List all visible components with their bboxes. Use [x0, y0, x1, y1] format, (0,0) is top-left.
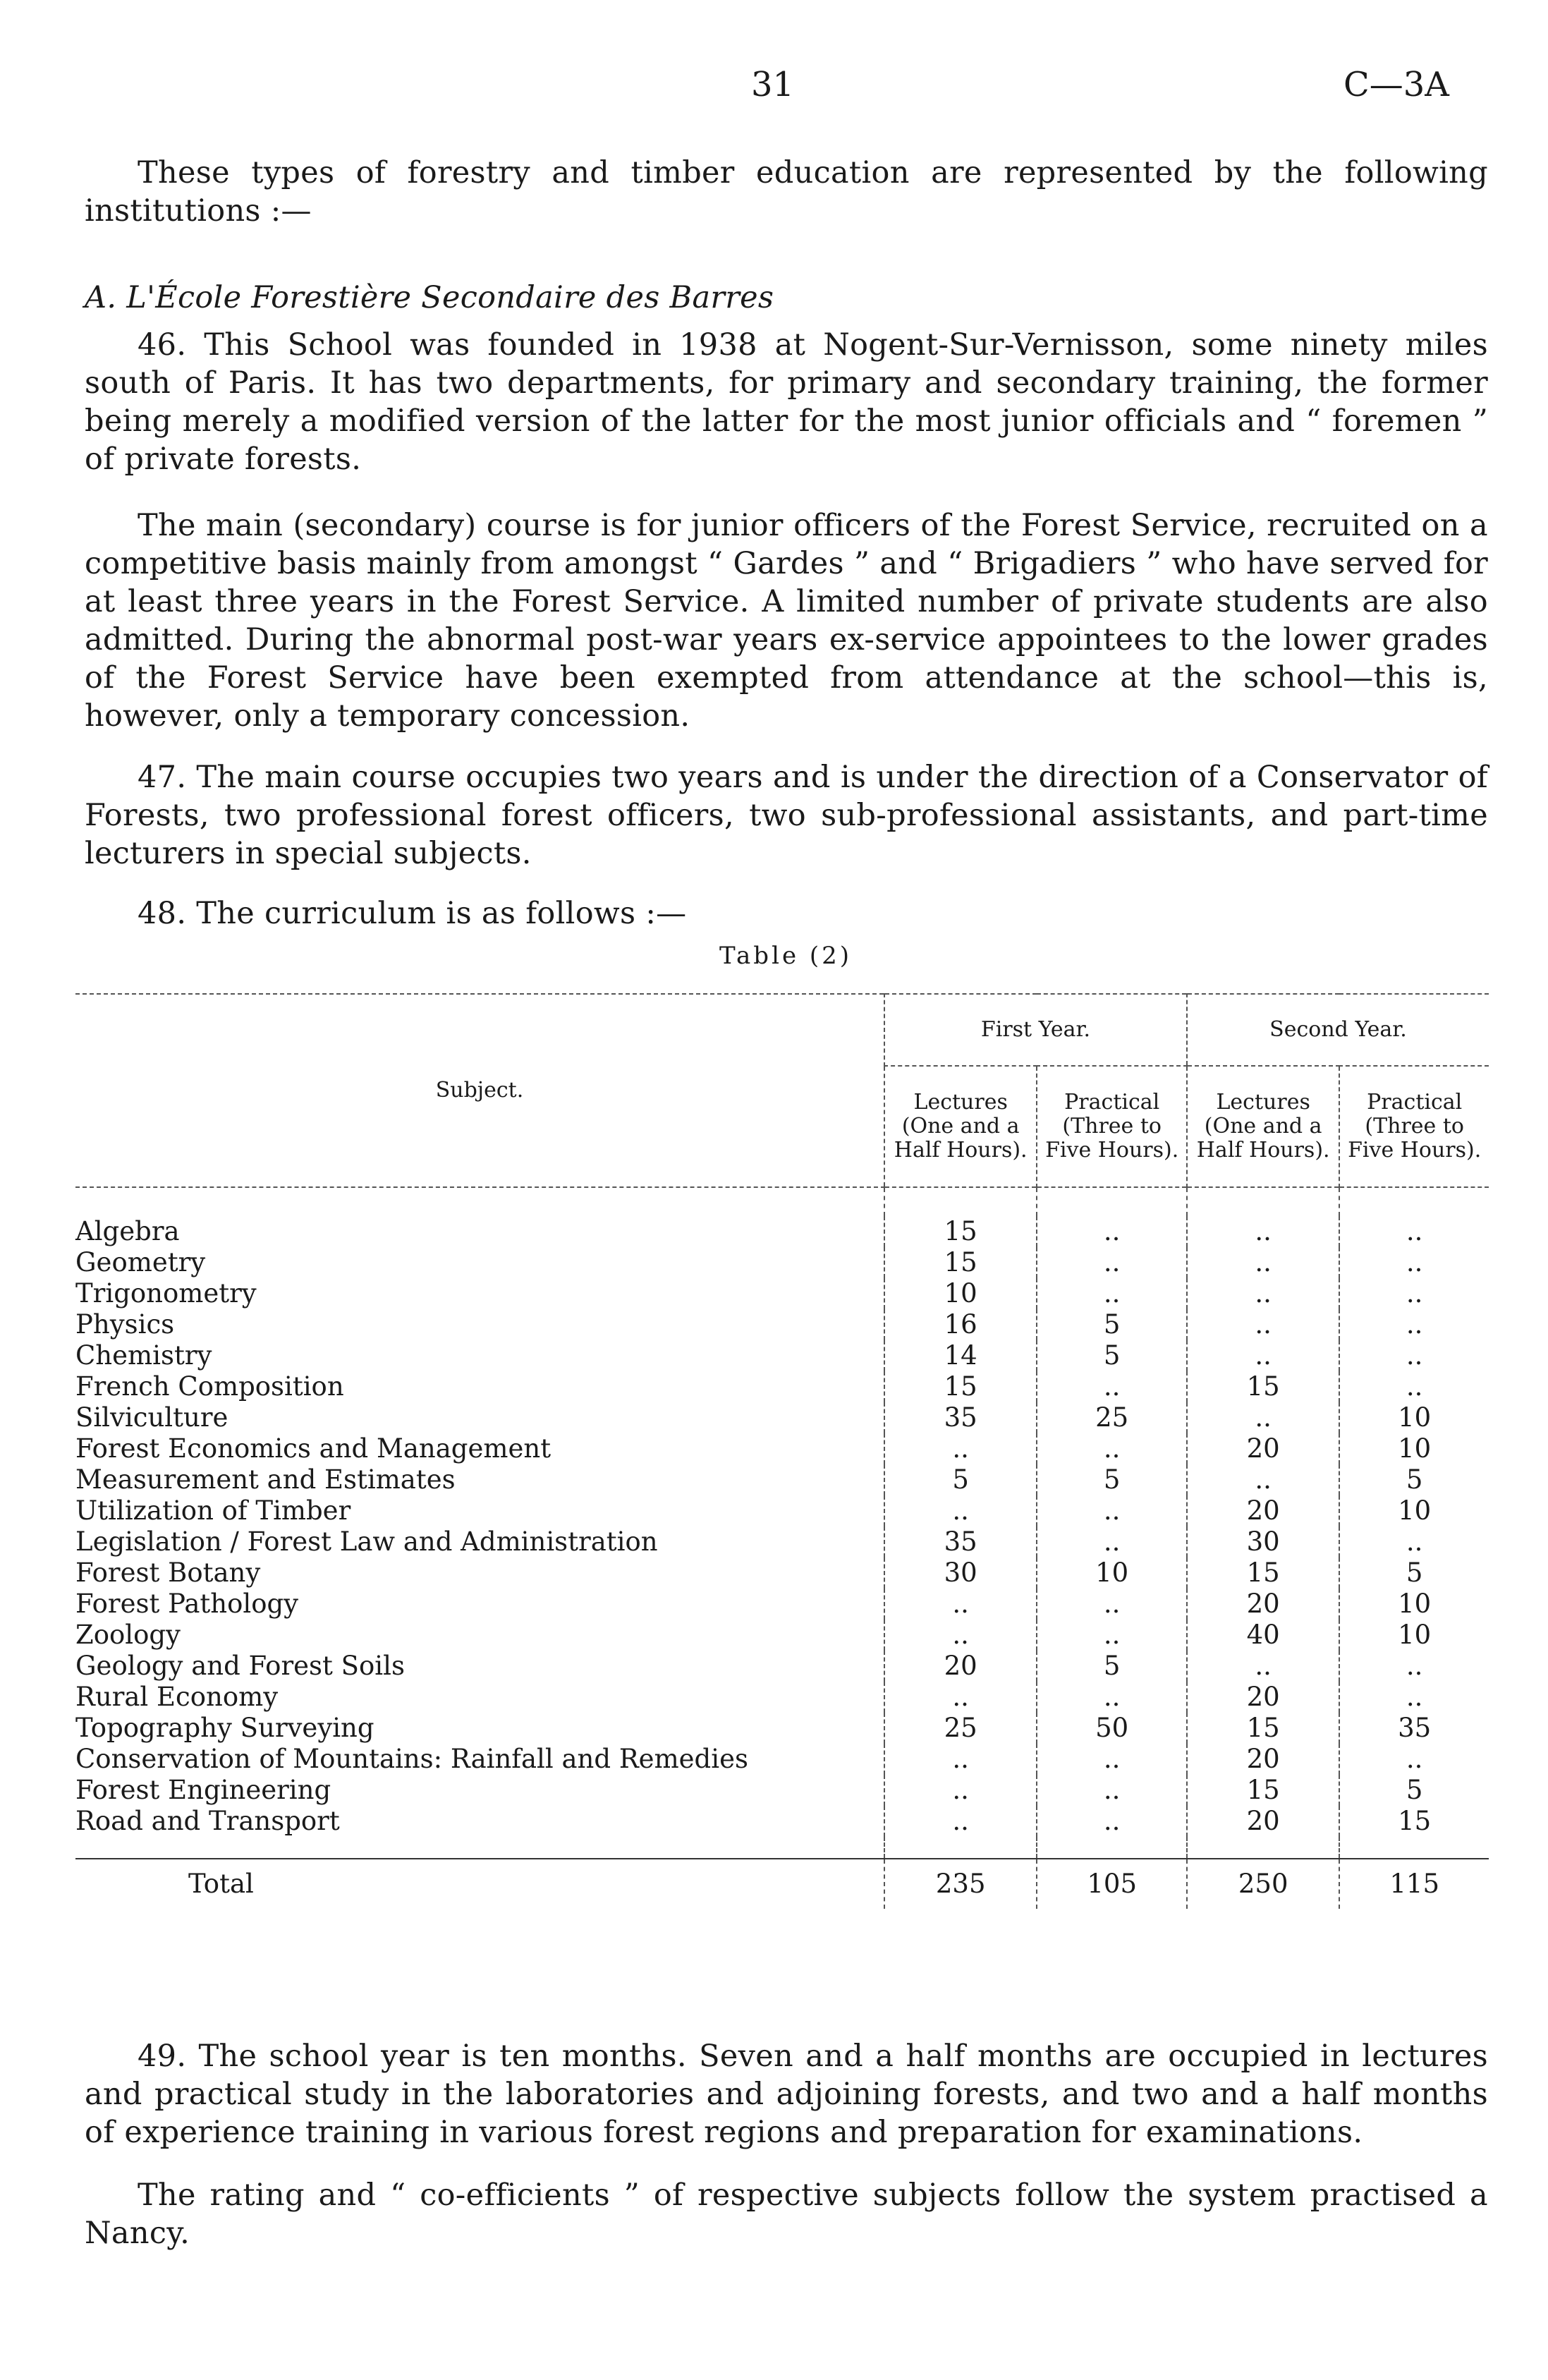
subject-cell: Measurement and Estimates — [75, 1464, 456, 1495]
hours-cell: 20 — [1187, 1589, 1339, 1620]
table-row — [75, 1433, 1489, 1464]
hours-cell: 10 — [1037, 1558, 1187, 1589]
subject-cell: Topography Surveying — [75, 1713, 374, 1743]
hours-cell: .. — [1187, 1402, 1339, 1433]
subject-cell: Zoology — [75, 1620, 181, 1650]
table-row — [75, 1651, 1489, 1682]
hours-cell: .. — [1187, 1309, 1339, 1340]
hours-cell: .. — [1037, 1806, 1187, 1837]
hours-cell: 15 — [884, 1216, 1037, 1247]
total-value: 115 — [1339, 1859, 1489, 1909]
document-ref: C—3A — [1343, 65, 1449, 104]
subject-cell: Algebra — [75, 1216, 180, 1246]
page-number: 31 — [751, 65, 795, 104]
hours-cell: 20 — [1187, 1495, 1339, 1526]
hours-cell: .. — [1187, 1464, 1339, 1495]
hours-cell: .. — [1037, 1526, 1187, 1558]
hours-cell: .. — [884, 1682, 1037, 1713]
hours-cell: 10 — [1339, 1402, 1489, 1433]
hours-cell: .. — [1339, 1309, 1489, 1340]
hours-cell: .. — [884, 1806, 1037, 1837]
hours-cell: .. — [1339, 1744, 1489, 1775]
hours-cell: .. — [884, 1620, 1037, 1651]
second-year-header: Second Year. — [1187, 994, 1489, 1066]
hours-cell: 20 — [1187, 1806, 1339, 1837]
table-row — [75, 1558, 1489, 1589]
hours-cell: 5 — [1037, 1464, 1187, 1495]
hours-cell: .. — [1339, 1278, 1489, 1309]
subject-cell: Silviculture — [75, 1402, 228, 1433]
hours-cell: 10 — [884, 1278, 1037, 1309]
subject-cell: Physics — [75, 1309, 175, 1340]
table-row — [75, 1247, 1489, 1278]
subject-cell: Rural Economy — [75, 1682, 279, 1712]
hours-cell: .. — [884, 1589, 1037, 1620]
subject-cell: Geology and Forest Soils — [75, 1651, 405, 1681]
hours-cell: 25 — [884, 1713, 1037, 1744]
hours-cell: 30 — [884, 1558, 1037, 1589]
hours-cell: .. — [1037, 1775, 1187, 1806]
hours-cell: 14 — [884, 1340, 1037, 1371]
hours-cell: .. — [1037, 1247, 1187, 1278]
table-row — [75, 1620, 1489, 1651]
hours-cell: 20 — [884, 1651, 1037, 1682]
table-row — [75, 1340, 1489, 1371]
subject-cell: Geometry — [75, 1247, 206, 1277]
hours-cell: .. — [1187, 1247, 1339, 1278]
hours-cell: 5 — [1339, 1464, 1489, 1495]
hours-cell: .. — [1187, 1651, 1339, 1682]
table-row — [75, 1744, 1489, 1775]
table-row — [75, 1682, 1489, 1713]
hours-cell: .. — [884, 1744, 1037, 1775]
subject-cell: Conservation of Mountains: Rainfall and Remedies — [75, 1744, 748, 1774]
total-value: 105 — [1037, 1859, 1187, 1909]
lectures-header-y1: Lectures (One and a Half Hours). — [884, 1066, 1037, 1187]
hours-cell: 15 — [1187, 1371, 1339, 1402]
hours-cell: 35 — [884, 1526, 1037, 1558]
hours-cell: .. — [1187, 1340, 1339, 1371]
subject-cell: Trigonometry — [75, 1278, 257, 1309]
hours-cell: 15 — [884, 1247, 1037, 1278]
subject-header: Subject. — [75, 994, 884, 1187]
hours-cell: 5 — [884, 1464, 1037, 1495]
total-row — [75, 1859, 1489, 1909]
first-year-header: First Year. — [884, 994, 1187, 1066]
paragraph-47: 47. The main course occupies two years and is under the direction of a Conservator of Forests, two professional forest officers, two sub-professional assistants, and part-time lecturers in special subjects. — [85, 760, 1488, 871]
hours-cell: 15 — [1187, 1713, 1339, 1744]
hours-cell: .. — [1187, 1216, 1339, 1247]
hours-cell: 15 — [1187, 1558, 1339, 1589]
table-row — [75, 1371, 1489, 1402]
practical-header-y1: Practical (Three to Five Hours). — [1037, 1066, 1187, 1187]
table-row — [75, 1464, 1489, 1495]
table-row — [75, 1278, 1489, 1309]
hours-cell: .. — [1339, 1682, 1489, 1713]
subject-cell: Road and Transport — [75, 1806, 340, 1836]
table-row — [75, 1713, 1489, 1744]
total-label: Total — [188, 1869, 254, 1899]
subject-cell: French Composition — [75, 1371, 344, 1402]
table-row — [75, 1309, 1489, 1340]
curriculum-table — [75, 993, 1489, 1909]
hours-cell: 10 — [1339, 1433, 1489, 1464]
hours-cell: .. — [1037, 1216, 1187, 1247]
hours-cell: 35 — [1339, 1713, 1489, 1744]
paragraph-main-course: The main (secondary) course is for junior officers of the Forest Service, recruited on a competitive basis mainly from amongst “ Gardes ” and “ Brigadiers ” who have served for at least three years in the Forest Service. A limited number of private students are also admitted. During the abnormal post-war years ex-service appointees to the lower grades of the Forest Service have been exempted from attendance at the school—this is, however, only a temporary concession. — [85, 508, 1488, 734]
paragraph-48: 48. The curriculum is as follows :— — [138, 896, 687, 931]
total-value: 250 — [1187, 1859, 1339, 1909]
hours-cell: .. — [1037, 1682, 1187, 1713]
table-row — [75, 1402, 1489, 1433]
hours-cell: .. — [1339, 1651, 1489, 1682]
hours-cell: .. — [1037, 1620, 1187, 1651]
subject-cell: Legislation / Forest Law and Administration — [75, 1526, 658, 1557]
hours-cell: .. — [884, 1775, 1037, 1806]
hours-cell: 20 — [1187, 1682, 1339, 1713]
hours-cell: 5 — [1037, 1651, 1187, 1682]
hours-cell: .. — [1037, 1371, 1187, 1402]
hours-cell: 35 — [884, 1402, 1037, 1433]
practical-header-y2: Practical (Three to Five Hours). — [1339, 1066, 1489, 1187]
hours-cell: 20 — [1187, 1433, 1339, 1464]
paragraph-rating: The rating and “ co-efficients ” of respective subjects follow the system practised a Nancy. — [85, 2178, 1488, 2251]
hours-cell: .. — [1339, 1340, 1489, 1371]
hours-cell: 5 — [1037, 1309, 1187, 1340]
hours-cell: .. — [1037, 1495, 1187, 1526]
table-row — [75, 1216, 1489, 1247]
hours-cell: 10 — [1339, 1589, 1489, 1620]
hours-cell: 10 — [1339, 1495, 1489, 1526]
paragraph-46: 46. This School was founded in 1938 at Nogent-Sur-Vernisson, some ninety miles south of Paris. It has two departments, for primary and secondary training, the former being merely a modified version of the latter for the most junior officials and “ foremen ” of private forests. — [85, 327, 1488, 477]
hours-cell: 30 — [1187, 1526, 1339, 1558]
hours-cell: .. — [884, 1495, 1037, 1526]
hours-cell: 40 — [1187, 1620, 1339, 1651]
table-row — [75, 1495, 1489, 1526]
hours-cell: .. — [1339, 1247, 1489, 1278]
hours-cell: .. — [1339, 1526, 1489, 1558]
subject-cell: Utilization of Timber — [75, 1495, 351, 1526]
subject-cell: Forest Economics and Management — [75, 1433, 551, 1464]
paragraph-49: 49. The school year is ten months. Seven and a half months are occupied in lectures and practical study in the laboratories and adjoining forests, and two and a half months of experience training in various forest regions and preparation for examinations. — [85, 2039, 1488, 2150]
hours-cell: 5 — [1339, 1558, 1489, 1589]
hours-cell: .. — [1187, 1278, 1339, 1309]
hours-cell: .. — [1037, 1433, 1187, 1464]
hours-cell: 15 — [1339, 1806, 1489, 1837]
table-row — [75, 1806, 1489, 1837]
subject-cell: Chemistry — [75, 1340, 212, 1371]
hours-cell: .. — [1037, 1589, 1187, 1620]
hours-cell: .. — [1339, 1371, 1489, 1402]
hours-cell: 15 — [1187, 1775, 1339, 1806]
subject-cell: Forest Pathology — [75, 1589, 299, 1619]
subject-cell: Forest Botany — [75, 1558, 261, 1588]
hours-cell: 50 — [1037, 1713, 1187, 1744]
intro-paragraph: These types of forestry and timber education are represented by the following institutions :— — [85, 155, 1488, 229]
table-row — [75, 1526, 1489, 1558]
hours-cell: .. — [1037, 1278, 1187, 1309]
hours-cell: 15 — [884, 1371, 1037, 1402]
hours-cell: 5 — [1037, 1340, 1187, 1371]
hours-cell: .. — [884, 1433, 1037, 1464]
hours-cell: 5 — [1339, 1775, 1489, 1806]
hours-cell: 16 — [884, 1309, 1037, 1340]
hours-cell: 10 — [1339, 1620, 1489, 1651]
hours-cell: .. — [1037, 1744, 1187, 1775]
table-caption: Table (2) — [719, 942, 853, 970]
lectures-header-y2: Lectures (One and a Half Hours). — [1187, 1066, 1339, 1187]
table-row — [75, 1775, 1489, 1806]
hours-cell: 20 — [1187, 1744, 1339, 1775]
subject-cell: Forest Engineering — [75, 1775, 331, 1805]
total-value: 235 — [884, 1859, 1037, 1909]
hours-cell: .. — [1339, 1216, 1489, 1247]
hours-cell: 25 — [1037, 1402, 1187, 1433]
table-row — [75, 1589, 1489, 1620]
section-heading: A. L'École Forestière Secondaire des Barres — [85, 280, 774, 315]
